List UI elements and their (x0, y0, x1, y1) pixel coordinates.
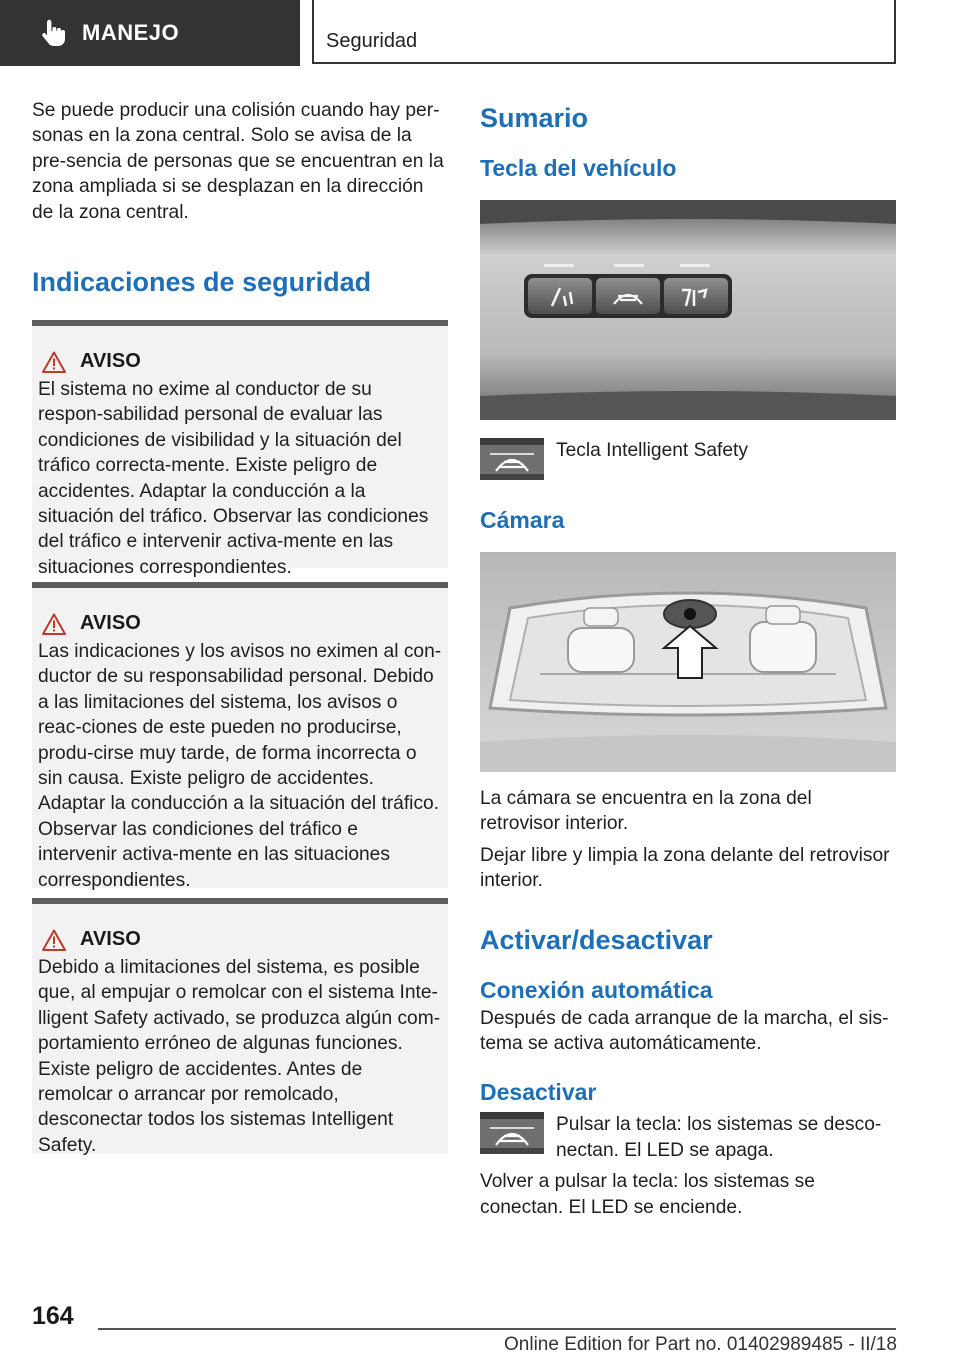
page-number: 164 (32, 1302, 74, 1330)
intelligent-safety-button-icon (480, 1112, 544, 1154)
warning-text: Las indicaciones y los avisos no eximen al con-ductor de su responsabilidad personal. Debido a las limitaciones del sistema, los avisos o reac-ciones de este pueden no producirse, produ-cirse muy tarde, de forma incorrecta o sin causa. Existe peligro de accidentes. Adaptar la conducción a la situación del tráfico. Observar las condiciones del tráfico e intervenir activa-mente en las situaciones correspondientes. (38, 641, 442, 891)
camera-location-photo (480, 552, 896, 772)
warning-box-2 (32, 582, 448, 891)
button-panel-photo (480, 200, 896, 420)
auto-connect-heading: Conexión automática (480, 976, 713, 1003)
camera-clean-text: Dejar libre y limpia la zona delante del retrovisor interior. (480, 844, 890, 892)
summary-heading: Sumario (480, 103, 589, 133)
warning-text: El sistema no exime al conductor de su respon-sabilidad personal de evaluar las condiciones de visibilidad y la situación del tráfico correcta-mente. Existe peligro de accidentes. Adaptar la conducción a la situación del tráfico. Observar las condiciones del tráfico e intervenir activa-mente en las situaciones correspondientes. (38, 379, 429, 578)
chapter-tab[interactable] (312, 0, 896, 64)
chapter-tab-label: Seguridad (326, 30, 418, 52)
right-column (480, 98, 896, 1220)
warning-text: Debido a limitaciones del sistema, es posible que, al empujar o remolcar con el sistema Inte-lligent Safety activado, se produzca algún com-portamiento erróneo de algunas funciones. Existe peligro de accidentes. Antes de remolcar o arrancar por remolcado, desconectar todos los sistemas Intelligent Safety. (38, 957, 441, 1156)
deactivate-text: Pulsar la tecla: los sistemas se desco-nectan. El LED se apaga. (556, 1114, 882, 1161)
hand-pointer-icon (38, 18, 68, 48)
windshield-camera-illustration (480, 552, 896, 772)
camera-location-text: La cámara se encuentra en la zona del retrovisor interior. (480, 788, 812, 835)
warning-triangle-icon (42, 613, 66, 635)
intro-paragraph: Se puede producir una colisión cuando hay per-sonas en la zona central. Solo se avisa de la pre-sencia de personas que se encuentran en la zona ampliada si se desplazan en la dirección de la zona central. (32, 100, 444, 223)
section-tab-label: MANEJO (82, 20, 180, 45)
warning-title (38, 612, 442, 635)
warning-title (38, 350, 442, 373)
warning-title-text: AVISO (80, 612, 141, 634)
intelligent-safety-key-row (480, 438, 896, 480)
deactivate-row (480, 1112, 896, 1163)
activate-heading: Activar/desactivar (480, 924, 713, 955)
warning-box-1 (32, 320, 448, 578)
safety-heading: Indicaciones de seguridad (32, 267, 372, 297)
warning-title-text: AVISO (80, 350, 141, 372)
warning-title-text: AVISO (80, 928, 141, 950)
intelligent-safety-button-icon (480, 438, 544, 480)
page-header (0, 0, 960, 66)
left-column (32, 98, 448, 1154)
reactivate-text: Volver a pulsar la tecla: los sistemas se conectan. El LED se enciende. (480, 1171, 815, 1218)
button-panel-illustration (480, 200, 896, 420)
footer-divider (98, 1328, 896, 1330)
warning-triangle-icon (42, 929, 66, 951)
key-caption: Tecla Intelligent Safety (556, 440, 748, 461)
deactivate-heading: Desactivar (480, 1079, 597, 1106)
warning-box-3 (32, 898, 448, 1154)
warning-triangle-icon (42, 351, 66, 373)
section-tab[interactable] (0, 0, 300, 66)
warning-title (38, 928, 442, 951)
camera-heading: Cámara (480, 507, 565, 533)
vehicle-key-heading: Tecla del vehículo (480, 155, 677, 181)
auto-connect-text: Después de cada arranque de la marcha, el sis-tema se activa automáticamente. (480, 1007, 889, 1055)
edition-text: Online Edition for Part no. 01402989485 - II/18 (504, 1334, 897, 1355)
